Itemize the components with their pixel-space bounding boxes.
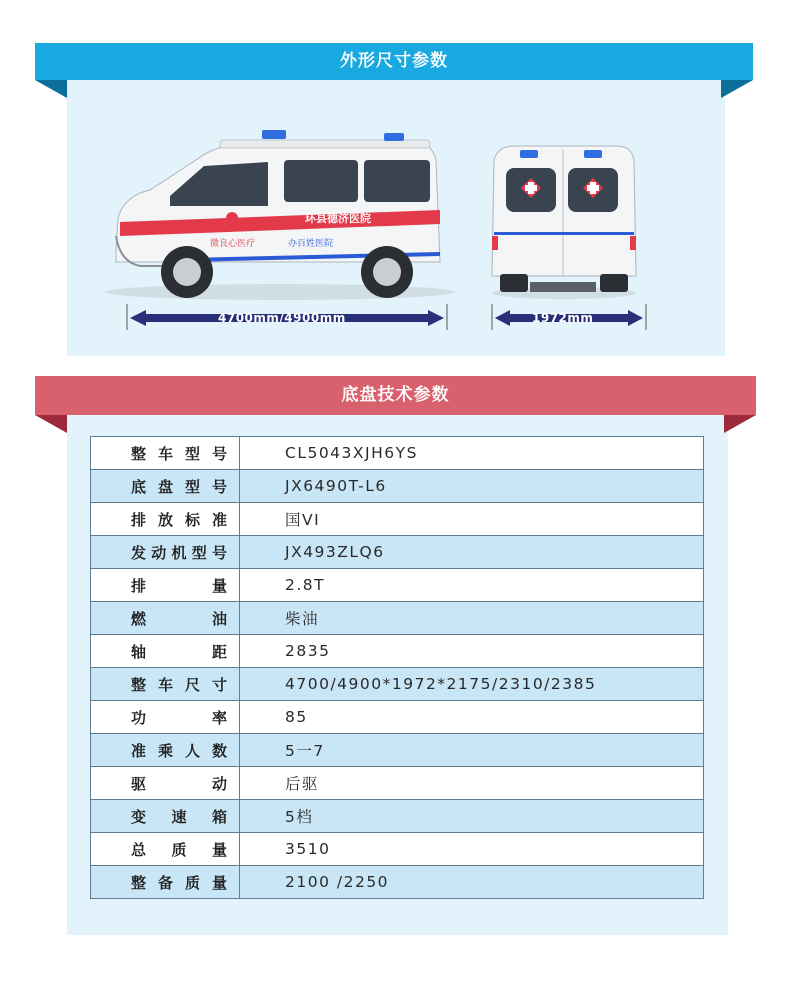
spec-value: 国VI — [240, 503, 704, 536]
spec-label: 排 放 标 准 — [131, 510, 227, 529]
ambulance-rear-view — [492, 146, 636, 299]
spec-value: 2.8T — [240, 569, 704, 602]
spec-label-cell — [91, 635, 240, 668]
spec-value: JX6490T-L6 — [240, 470, 704, 503]
spec-label-cell — [91, 833, 240, 866]
spec-value: 5档 — [240, 800, 704, 833]
table-row — [91, 503, 704, 536]
banner-fold-left — [35, 415, 67, 433]
spec-label-cell — [91, 437, 240, 470]
spec-label: 底 盘 型 号 — [131, 477, 227, 496]
spec-label: 变 速 箱 — [131, 807, 227, 826]
spec-label: 整 备 质 量 — [131, 873, 227, 892]
table-row — [91, 602, 704, 635]
length-dimension-label: 4700mm/4900mm — [218, 311, 346, 325]
width-dimension-label: 1972mm — [532, 311, 594, 325]
table-row — [91, 635, 704, 668]
spec-label: 总 质 量 — [131, 840, 227, 859]
spec-label-cell — [91, 602, 240, 635]
slogan-right-decal: 办百姓医院 — [288, 239, 334, 249]
spec-label: 功 率 — [131, 708, 227, 727]
table-row — [91, 767, 704, 800]
spec-value: 后驱 — [240, 767, 704, 800]
table-row — [91, 701, 704, 734]
table-row — [91, 569, 704, 602]
table-row — [91, 866, 704, 899]
spec-value: 3510 — [240, 833, 704, 866]
spec-label: 燃 油 — [131, 609, 227, 628]
spec-value: JX493ZLQ6 — [240, 536, 704, 569]
table-row — [91, 470, 704, 503]
spec-label-cell — [91, 701, 240, 734]
spec-value: 2100 /2250 — [240, 866, 704, 899]
spec-label-cell — [91, 800, 240, 833]
spec-label-cell — [91, 734, 240, 767]
spec-label-cell — [91, 503, 240, 536]
ambulance-side-view — [105, 130, 455, 300]
spec-value: 5一7 — [240, 734, 704, 767]
spec-label: 准 乘 人 数 — [131, 741, 227, 760]
spec-label: 发 动 机 型 号 — [131, 543, 227, 562]
spec-label-cell — [91, 536, 240, 569]
spec-label: 轴 距 — [131, 642, 227, 661]
spec-label-cell — [91, 767, 240, 800]
spec-label: 整 车 尺 寸 — [131, 675, 227, 694]
spec-value: 4700/4900*1972*2175/2310/2385 — [240, 668, 704, 701]
spec-label: 排 量 — [131, 576, 227, 595]
slogan-left-decal: 微良心医疗 — [210, 239, 256, 249]
spec-value: 85 — [240, 701, 704, 734]
spec-label: 整 车 型 号 — [131, 444, 227, 463]
ambulance-illustrations — [0, 0, 800, 360]
spec-label-cell — [91, 668, 240, 701]
spec-value: 柴油 — [240, 602, 704, 635]
table-row — [91, 668, 704, 701]
banner-fold-right — [724, 415, 756, 433]
table-row — [91, 833, 704, 866]
table-row — [91, 536, 704, 569]
spec-label-cell — [91, 866, 240, 899]
spec-value: CL5043XJH6YS — [240, 437, 704, 470]
spec-label: 驱 动 — [131, 774, 227, 793]
table-row — [91, 437, 704, 470]
exterior-dimensions-title: 外形尺寸参数 — [35, 43, 753, 80]
spec-label-cell — [91, 470, 240, 503]
hospital-name-decal: 环县德济医院 — [305, 212, 371, 225]
table-row — [91, 800, 704, 833]
spec-label-cell — [91, 569, 240, 602]
table-row — [91, 734, 704, 767]
chassis-spec-table — [90, 436, 704, 899]
spec-value: 2835 — [240, 635, 704, 668]
chassis-parameters-title: 底盘技术参数 — [35, 376, 756, 415]
